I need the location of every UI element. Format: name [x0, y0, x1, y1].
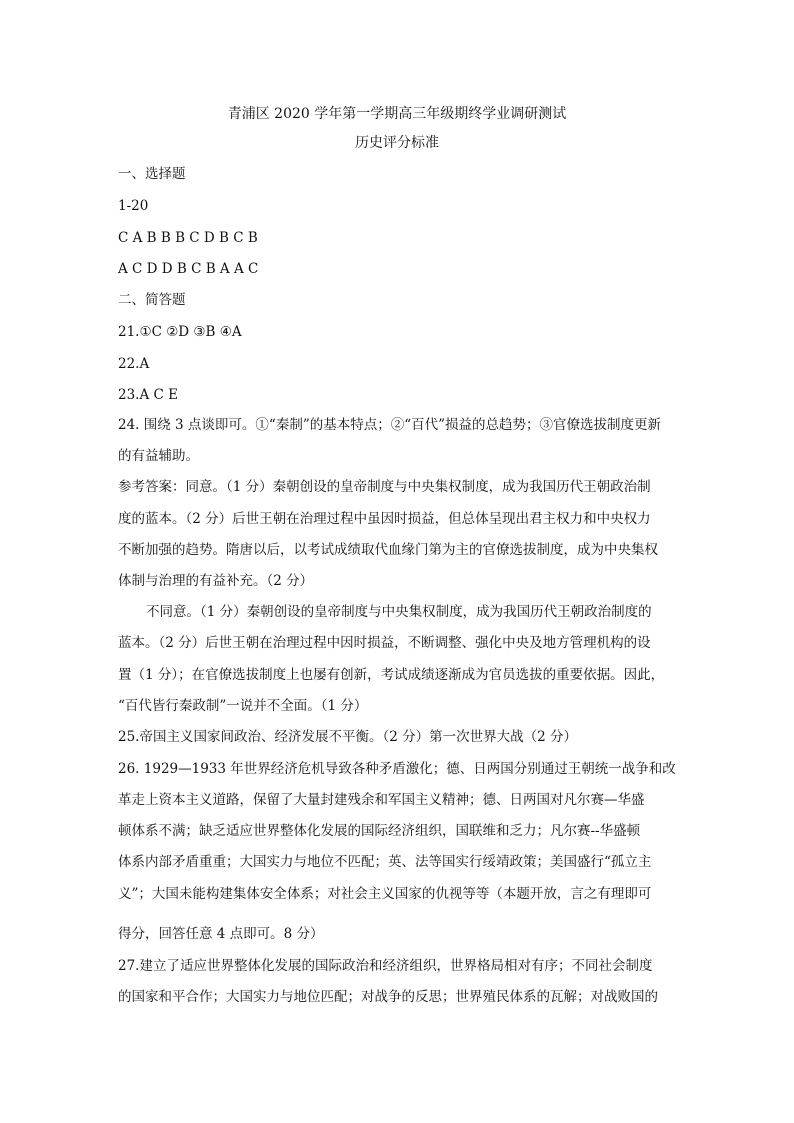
document-title: 青浦区 2020 学年第一学期高三年级期终学业调研测试: [227, 106, 567, 122]
answer-21: 21.①C ②D ③B ④A: [118, 324, 242, 340]
answer-25: 25.帝国主义国家间政治、经济发展不平衡。（2 分）第一次世界大战（2 分）: [118, 729, 577, 745]
answer-26-line-3: 顿体系不满；缺乏适应世界整体化发展的国际经济组织，国联维和乏力；凡尔赛--华盛顿: [118, 823, 641, 839]
answer-24-line-2: 的有益辅助。: [118, 448, 199, 464]
answer-24-line-1: 24. 围绕 3 点谈即可。①“秦制”的基本特点；②“百代”损益的总趋势；③官僚选拔制度更新: [118, 417, 662, 433]
answer-26-line-4: 体系内部矛盾重重；大国实力与地位不匹配；英、法等国实行绥靖政策；美国盛行“孤立主: [118, 854, 652, 870]
section-heading-choice: 一、选择题: [118, 166, 186, 182]
answer-24-ref-2: 度的蓝本。（2 分）后世王朝在治理过程中虽因时损益，但总体呈现出君主权力和中央权力: [118, 511, 651, 527]
section-heading-short-answer: 二、简答题: [118, 292, 186, 308]
answer-24-ref-4: 体制与治理的有益补充。（2 分）: [118, 573, 314, 589]
choice-answers-row-2: A C D D B C B A A C: [118, 261, 259, 277]
answer-27-line-1: 27.建立了适应世界整体化发展的国际政治和经济组织，世界格局相对有序；不同社会制度: [118, 958, 653, 974]
answer-26-line-5: 义”；大国未能构建集体安全体系；对社会主义国家的仇视等等（本题开放，言之有理即可: [118, 886, 652, 902]
answer-23: 23.A C E: [118, 387, 178, 403]
answer-26-line-2: 革走上资本主义道路，保留了大量封建残余和军国主义精神；德、日两国对凡尔赛—华盛: [118, 792, 645, 808]
answer-27-line-2: 的国家和平合作；大国实力与地位匹配；对战争的反思；世界殖民体系的瓦解；对战败国的: [118, 989, 658, 1005]
answer-22: 22.A: [118, 356, 150, 372]
answer-24-alt-3: 置（1 分）；在官僚选拔制度上也屡有创新，考试成绩逐渐成为官员选拔的重要依据。因此，: [118, 667, 665, 683]
answer-24-ref-3: 不断加强的趋势。隋唐以后，以考试成绩取代血缘门第为主的官僚选拔制度，成为中央集权: [118, 542, 658, 558]
answer-24-ref-1: 参考答案：同意。（1 分）秦朝创设的皇帝制度与中央集权制度，成为我国历代王朝政治制: [118, 479, 651, 495]
document-subtitle: 历史评分标准: [355, 135, 439, 151]
choice-answers-row-1: C A B B B C D B C B: [118, 230, 258, 246]
answer-26-line-6: 得分，回答任意 4 点即可。8 分）: [118, 926, 324, 942]
choice-range: 1-20: [118, 198, 149, 214]
answer-26-line-1: 26. 1929—1933 年世界经济危机导致各种矛盾激化；德、日两国分别通过王朝统一战争和改: [118, 761, 676, 777]
answer-24-alt-1: 不同意。（1 分）秦朝创设的皇帝制度与中央集权制度，成为我国历代王朝政治制度的: [146, 604, 652, 620]
answer-24-alt-2: 蓝本。（2 分）后世王朝在治理过程中因时损益，不断调整、强化中央及地方管理机构的设: [118, 635, 651, 651]
answer-24-alt-4: “百代皆行秦政制”一说并不全面。（1 分）: [118, 698, 368, 714]
